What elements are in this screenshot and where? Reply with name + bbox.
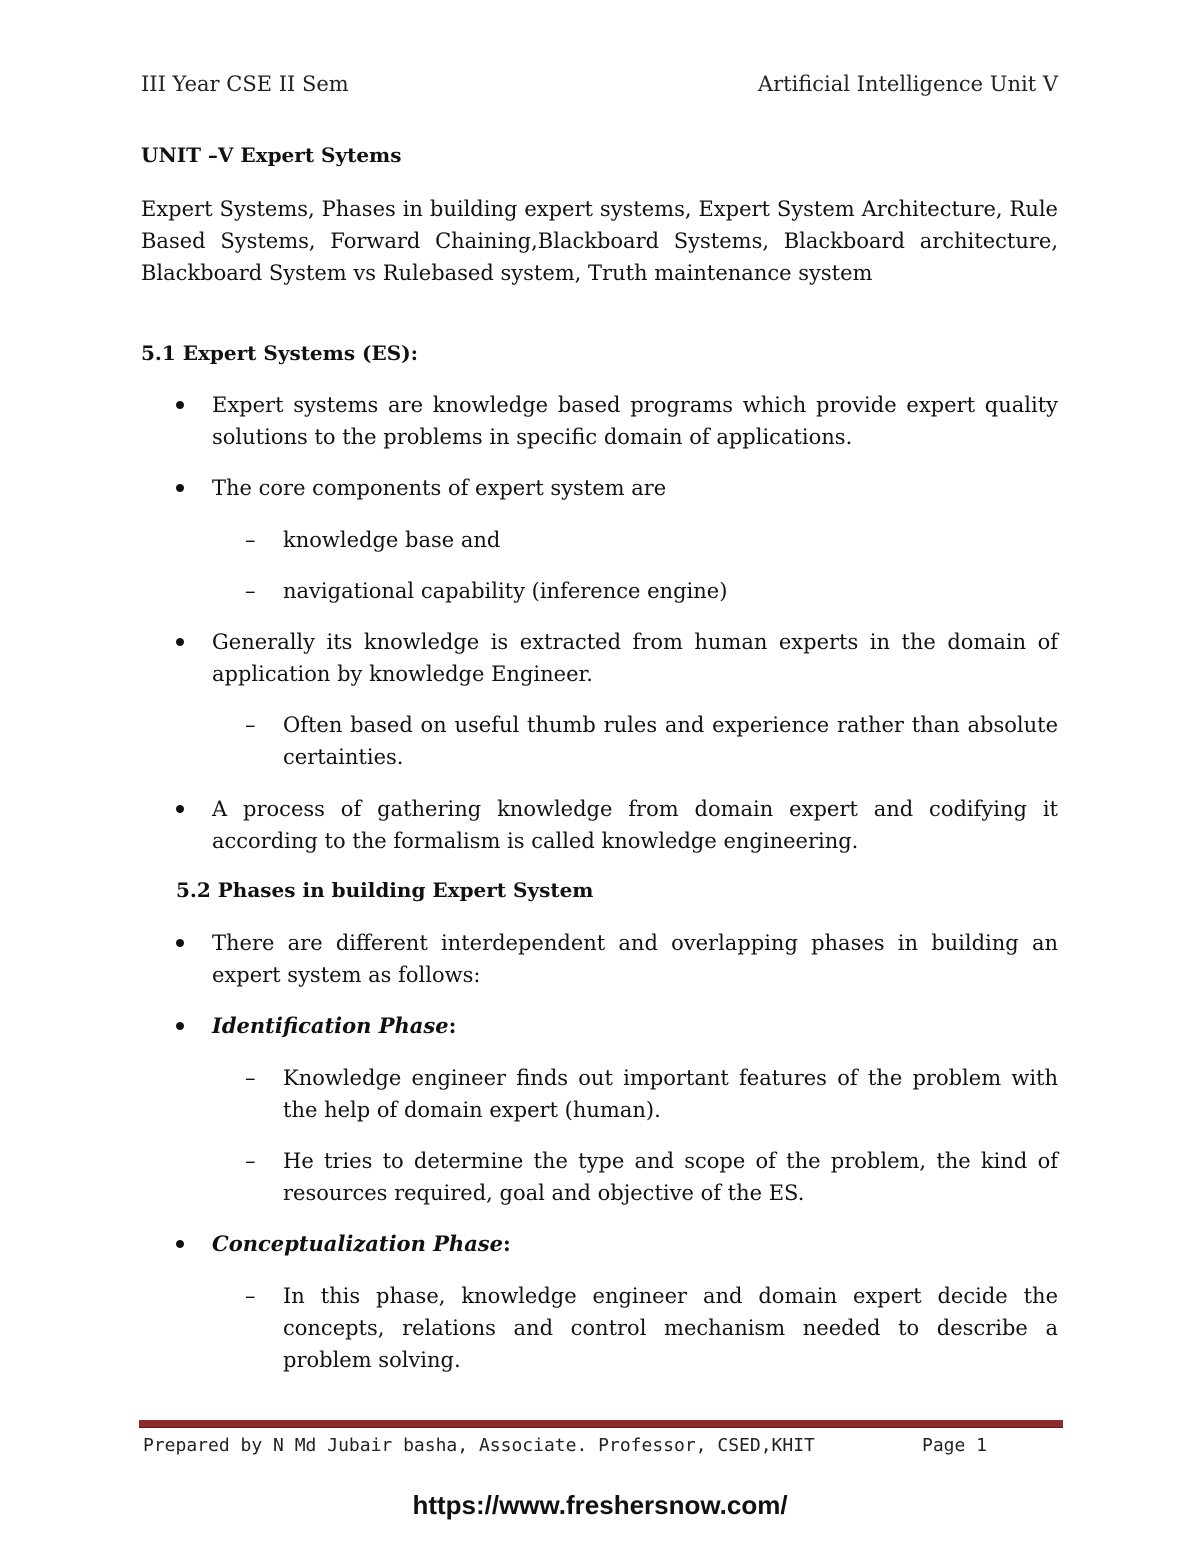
bullet-icon xyxy=(176,939,184,947)
bullet-icon xyxy=(176,1022,184,1030)
dash-icon: – xyxy=(245,528,256,552)
sub-list-item xyxy=(245,524,1058,556)
dash-icon: – xyxy=(245,713,256,737)
unit-intro: Expert Systems, Phases in building expert systems, Expert System Architecture, Rule Based Systems, Forward Chaining,Blackboard Systems, Blackboard architecture, Blackboard System vs Rulebased system, Truth maintenance system xyxy=(141,197,1058,285)
footer-rule xyxy=(139,1420,1063,1428)
sub-list-item xyxy=(245,1280,1058,1376)
sub-list-item xyxy=(245,1145,1058,1209)
bullet-icon xyxy=(176,401,184,409)
sub-list-item-text: In this phase, knowledge engineer and domain expert decide the concepts, relations and control mechanism needed to describe a problem solving. xyxy=(283,1284,1058,1372)
dash-icon: – xyxy=(245,1066,256,1090)
footer-author: Prepared by N Md Jubair basha, Associate. Professor, CSED,KHIT xyxy=(143,1435,815,1456)
phase-name: Conceptualization Phase xyxy=(212,1231,503,1256)
sub-list-item xyxy=(245,1062,1058,1126)
list-item-phase xyxy=(212,1228,1058,1260)
sub-list-item-text: Knowledge engineer finds out important features of the problem with the help of domain expert (human). xyxy=(283,1066,1058,1122)
section-heading-5-1: 5.1 Expert Systems (ES): xyxy=(141,341,419,365)
dash-icon: – xyxy=(245,1149,256,1173)
section-heading-5-2: 5.2 Phases in building Expert System xyxy=(176,878,594,902)
header-course: III Year CSE II Sem xyxy=(141,72,349,96)
page-number: Page 1 xyxy=(922,1435,988,1456)
list-item xyxy=(212,626,1058,690)
website-link[interactable]: https://www.freshersnow.com/ xyxy=(412,1490,788,1520)
header-subject: Artificial Intelligence Unit V xyxy=(757,72,1058,96)
unit-title: UNIT –V Expert Sytems xyxy=(141,143,402,167)
list-item xyxy=(212,472,1058,504)
dash-icon: – xyxy=(245,1284,256,1308)
list-item-phase xyxy=(212,1010,1058,1042)
list-item-text: The core components of expert system are xyxy=(212,476,667,500)
phase-name: Identification Phase xyxy=(212,1013,449,1038)
phase-colon: : xyxy=(503,1231,511,1256)
bullet-icon xyxy=(176,484,184,492)
sub-list-item-text: He tries to determine the type and scope of the problem, the kind of resources required, goal and objective of the ES. xyxy=(283,1149,1058,1205)
sub-list-item xyxy=(245,575,1058,607)
dash-icon: – xyxy=(245,579,256,603)
list-item-text: There are different interdependent and overlapping phases in building an expert system as follows: xyxy=(212,931,1058,987)
phase-colon: : xyxy=(448,1013,457,1038)
sub-list-item xyxy=(245,709,1058,773)
bullet-icon xyxy=(176,1240,184,1248)
list-item-text: Generally its knowledge is extracted from human experts in the domain of application by knowledge Engineer. xyxy=(212,630,1058,686)
list-item xyxy=(212,793,1058,857)
list-item-text: Expert systems are knowledge based programs which provide expert quality solutions to the problems in specific domain of applications. xyxy=(212,393,1058,449)
list-item xyxy=(212,927,1058,991)
list-item xyxy=(212,389,1058,453)
sub-list-item-text: navigational capability (inference engine) xyxy=(283,579,728,603)
sub-list-item-text: knowledge base and xyxy=(283,528,501,552)
list-item-text: A process of gathering knowledge from domain expert and codifying it according to the formalism is called knowledge engineering. xyxy=(212,797,1058,853)
sub-list-item-text: Often based on useful thumb rules and experience rather than absolute certainties. xyxy=(283,713,1058,769)
bullet-icon xyxy=(176,805,184,813)
bullet-icon xyxy=(176,638,184,646)
